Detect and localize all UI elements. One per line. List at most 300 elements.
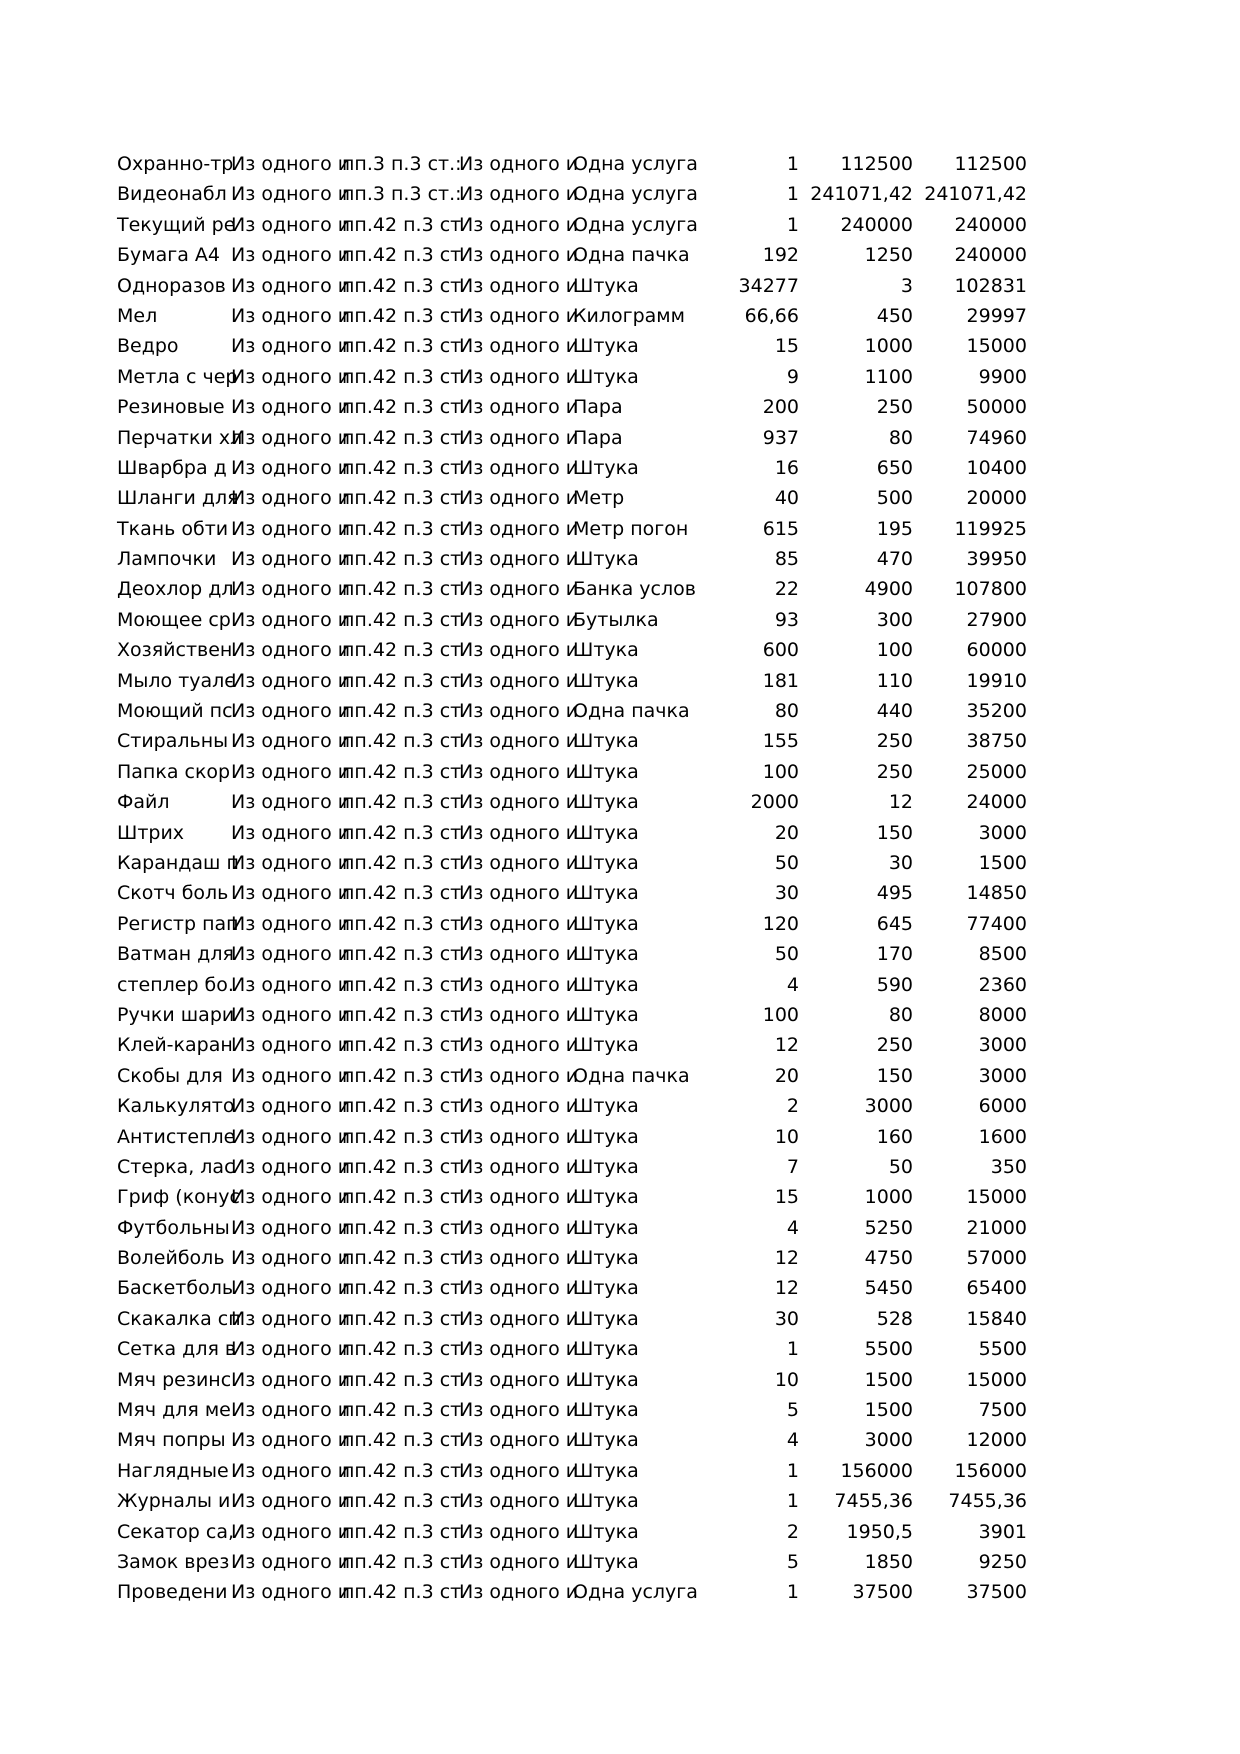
item-name-cell: Перчатки хл <box>117 426 243 449</box>
unit-cell: Штука <box>573 791 639 814</box>
unit-price-cell: 1500 <box>864 1368 913 1391</box>
unit-price-cell: 250 <box>876 396 913 419</box>
unit-price-cell: 4900 <box>864 578 913 601</box>
quantity-cell: 1 <box>786 213 799 236</box>
unit-cell: Штука <box>573 1399 639 1422</box>
source-cell: Из одного и <box>459 1247 579 1270</box>
unit-cell: Метр <box>573 487 625 510</box>
total-amount-cell: 7500 <box>978 1399 1027 1422</box>
legal-basis-cell: пп.42 п.3 ст <box>342 730 462 753</box>
quantity-cell: 200 <box>762 396 799 419</box>
procurement-method-cell: Из одного и <box>231 1307 351 1330</box>
unit-cell: Штука <box>573 1003 639 1026</box>
quantity-cell: 5 <box>786 1399 799 1422</box>
item-name-cell: Сетка для в <box>117 1338 237 1361</box>
procurement-method-cell: Из одного и <box>231 548 351 571</box>
table-row <box>117 878 1037 908</box>
unit-cell: Штука <box>573 851 639 874</box>
unit-price-cell: 1100 <box>864 365 913 388</box>
item-name-cell: Мяч резинс <box>117 1368 232 1391</box>
unit-price-cell: 5250 <box>864 1216 913 1239</box>
total-amount-cell: 112500 <box>954 153 1027 175</box>
table-row <box>117 453 1037 483</box>
source-cell: Из одного и <box>459 700 579 723</box>
quantity-cell: 12 <box>774 1034 799 1057</box>
procurement-method-cell: Из одного и <box>231 426 351 449</box>
legal-basis-cell: пп.42 п.3 ст <box>342 304 462 327</box>
source-cell: Из одного и <box>459 1338 579 1361</box>
table-row <box>117 1122 1037 1152</box>
unit-cell: Штука <box>573 1550 639 1573</box>
source-cell: Из одного и <box>459 1399 579 1422</box>
unit-cell: Штука <box>573 1307 639 1330</box>
unit-cell: Одна пачка <box>573 1064 690 1087</box>
table-row <box>117 544 1037 574</box>
unit-price-cell: 7455,36 <box>834 1490 913 1513</box>
source-cell: Из одного и <box>459 396 579 419</box>
quantity-cell: 22 <box>774 578 799 601</box>
item-name-cell: Видеонабл <box>117 183 227 206</box>
total-amount-cell: 50000 <box>966 396 1027 419</box>
unit-price-cell: 112500 <box>840 153 913 175</box>
source-cell: Из одного и <box>459 1216 579 1239</box>
procurement-method-cell: Из одного и <box>231 1581 351 1604</box>
item-name-cell: степлер бо. <box>117 973 234 996</box>
legal-basis-cell: пп.42 п.3 ст <box>342 791 462 814</box>
total-amount-cell: 15000 <box>966 1368 1027 1391</box>
item-name-cell: Баскетболь <box>117 1277 234 1300</box>
unit-cell: Штука <box>573 1520 639 1543</box>
quantity-cell: 1 <box>786 1338 799 1361</box>
unit-price-cell: 50 <box>888 1155 913 1178</box>
source-cell: Из одного и <box>459 517 579 540</box>
procurement-method-cell: Из одного и <box>231 1338 351 1361</box>
unit-cell: Штука <box>573 1125 639 1148</box>
unit-cell: Одна услуга <box>573 183 698 206</box>
item-name-cell: Шварбра д <box>117 456 227 479</box>
total-amount-cell: 29997 <box>966 304 1027 327</box>
unit-price-cell: 440 <box>876 700 913 723</box>
unit-price-cell: 30 <box>888 851 913 874</box>
procurement-method-cell: Из одного и <box>231 1429 351 1452</box>
procurement-method-cell: Из одного и <box>231 396 351 419</box>
total-amount-cell: 6000 <box>978 1095 1027 1118</box>
total-amount-cell: 38750 <box>966 730 1027 753</box>
total-amount-cell: 119925 <box>954 517 1027 540</box>
procurement-method-cell: Из одного и <box>231 244 351 267</box>
legal-basis-cell: пп.42 п.3 ст <box>342 1247 462 1270</box>
unit-price-cell: 1500 <box>864 1399 913 1422</box>
procurement-method-cell: Из одного и <box>231 1125 351 1148</box>
unit-cell: Одна пачка <box>573 244 690 267</box>
quantity-cell: 30 <box>774 882 799 905</box>
table-row <box>117 726 1037 756</box>
legal-basis-cell: пп.42 п.3 ст <box>342 1459 462 1482</box>
unit-cell: Бутылка <box>573 608 659 631</box>
unit-cell: Штука <box>573 639 639 662</box>
item-name-cell: Текущий ре <box>117 213 236 236</box>
procurement-method-cell: Из одного и <box>231 1399 351 1422</box>
total-amount-cell: 39950 <box>966 548 1027 571</box>
unit-cell: Штука <box>573 1429 639 1452</box>
total-amount-cell: 350 <box>990 1155 1027 1178</box>
item-name-cell: Проведени <box>117 1581 228 1604</box>
table-body <box>117 149 1037 1608</box>
source-cell: Из одного и <box>459 335 579 358</box>
table-row <box>117 483 1037 513</box>
legal-basis-cell: пп.42 п.3 ст <box>342 335 462 358</box>
unit-price-cell: 110 <box>876 669 913 692</box>
unit-cell: Штука <box>573 943 639 966</box>
item-name-cell: Мяч для ме <box>117 1399 231 1422</box>
source-cell: Из одного и <box>459 426 579 449</box>
quantity-cell: 40 <box>774 487 799 510</box>
item-name-cell: Волейболь <box>117 1247 225 1270</box>
table-row <box>117 1000 1037 1030</box>
unit-cell: Штука <box>573 882 639 905</box>
total-amount-cell: 24000 <box>966 791 1027 814</box>
unit-cell: Штука <box>573 973 639 996</box>
item-name-cell: Скотч боль <box>117 882 229 905</box>
unit-price-cell: 12 <box>888 791 913 814</box>
procurement-method-cell: Из одного и <box>231 669 351 692</box>
table-row <box>117 301 1037 331</box>
total-amount-cell: 3000 <box>978 1034 1027 1057</box>
unit-price-cell: 195 <box>876 517 913 540</box>
table-row <box>117 1243 1037 1273</box>
source-cell: Из одного и <box>459 1034 579 1057</box>
unit-price-cell: 3 <box>900 274 913 297</box>
total-amount-cell: 15000 <box>966 1186 1027 1209</box>
legal-basis-cell: пп.42 п.3 ст <box>342 669 462 692</box>
source-cell: Из одного и <box>459 244 579 267</box>
table-row <box>117 939 1037 969</box>
total-amount-cell: 107800 <box>954 578 1027 601</box>
legal-basis-cell: пп.42 п.3 ст <box>342 365 462 388</box>
quantity-cell: 120 <box>762 912 799 935</box>
unit-price-cell: 300 <box>876 608 913 631</box>
unit-price-cell: 160 <box>876 1125 913 1148</box>
item-name-cell: Ватман для <box>117 943 234 966</box>
table-row <box>117 1334 1037 1364</box>
quantity-cell: 34277 <box>738 274 799 297</box>
unit-price-cell: 80 <box>888 1003 913 1026</box>
source-cell: Из одного и <box>459 851 579 874</box>
quantity-cell: 600 <box>762 639 799 662</box>
unit-price-cell: 3000 <box>864 1095 913 1118</box>
item-name-cell: Ведро <box>117 335 179 358</box>
total-amount-cell: 14850 <box>966 882 1027 905</box>
quantity-cell: 15 <box>774 335 799 358</box>
quantity-cell: 1 <box>786 1490 799 1513</box>
legal-basis-cell: пп.42 п.3 ст <box>342 821 462 844</box>
procurement-method-cell: Из одного и <box>231 760 351 783</box>
table-row <box>117 970 1037 1000</box>
total-amount-cell: 25000 <box>966 760 1027 783</box>
table-row <box>117 1425 1037 1455</box>
item-name-cell: Метла с чер <box>117 365 238 388</box>
legal-basis-cell: пп.42 п.3 ст <box>342 1125 462 1148</box>
unit-price-cell: 528 <box>876 1307 913 1330</box>
legal-basis-cell: пп.42 п.3 ст <box>342 1034 462 1057</box>
source-cell: Из одного и <box>459 973 579 996</box>
legal-basis-cell: пп.42 п.3 ст <box>342 912 462 935</box>
legal-basis-cell: пп.42 п.3 ст <box>342 578 462 601</box>
unit-cell: Штука <box>573 1095 639 1118</box>
unit-price-cell: 1000 <box>864 1186 913 1209</box>
quantity-cell: 181 <box>762 669 799 692</box>
table-row <box>117 574 1037 604</box>
legal-basis-cell: пп.42 п.3 ст <box>342 274 462 297</box>
unit-price-cell: 470 <box>876 548 913 571</box>
procurement-method-cell: Из одного и <box>231 517 351 540</box>
unit-cell: Штука <box>573 456 639 479</box>
table-row <box>117 1091 1037 1121</box>
table-row <box>117 1365 1037 1395</box>
unit-cell: Одна услуга <box>573 153 698 175</box>
item-name-cell: Охранно-тр <box>117 153 234 175</box>
unit-cell: Штука <box>573 1277 639 1300</box>
legal-basis-cell: пп.42 п.3 ст <box>342 1095 462 1118</box>
total-amount-cell: 27900 <box>966 608 1027 631</box>
legal-basis-cell: пп.42 п.3 ст <box>342 213 462 236</box>
procurement-method-cell: Из одного и <box>231 1459 351 1482</box>
source-cell: Из одного и <box>459 1429 579 1452</box>
unit-price-cell: 1250 <box>864 244 913 267</box>
legal-basis-cell: пп.42 п.3 ст <box>342 517 462 540</box>
procurement-method-cell: Из одного и <box>231 153 351 175</box>
unit-price-cell: 1950,5 <box>846 1520 913 1543</box>
unit-cell: Одна услуга <box>573 213 698 236</box>
source-cell: Из одного и <box>459 760 579 783</box>
total-amount-cell: 20000 <box>966 487 1027 510</box>
unit-price-cell: 240000 <box>840 213 913 236</box>
source-cell: Из одного и <box>459 1003 579 1026</box>
unit-cell: Штука <box>573 760 639 783</box>
table-row <box>117 331 1037 361</box>
quantity-cell: 85 <box>774 548 799 571</box>
legal-basis-cell: пп.42 п.3 ст <box>342 1216 462 1239</box>
quantity-cell: 15 <box>774 1186 799 1209</box>
total-amount-cell: 35200 <box>966 700 1027 723</box>
unit-cell: Штука <box>573 1034 639 1057</box>
table-row <box>117 1152 1037 1182</box>
total-amount-cell: 37500 <box>966 1581 1027 1604</box>
item-name-cell: Гриф (конус <box>117 1186 240 1209</box>
procurement-method-cell: Из одного и <box>231 851 351 874</box>
quantity-cell: 50 <box>774 851 799 874</box>
quantity-cell: 100 <box>762 760 799 783</box>
unit-price-cell: 5500 <box>864 1338 913 1361</box>
unit-price-cell: 1850 <box>864 1550 913 1573</box>
quantity-cell: 155 <box>762 730 799 753</box>
unit-cell: Штука <box>573 335 639 358</box>
total-amount-cell: 9900 <box>978 365 1027 388</box>
source-cell: Из одного и <box>459 548 579 571</box>
table-row <box>117 1517 1037 1547</box>
procurement-method-cell: Из одного и <box>231 882 351 905</box>
unit-price-cell: 450 <box>876 304 913 327</box>
unit-cell: Штука <box>573 669 639 692</box>
table-row <box>117 1486 1037 1516</box>
source-cell: Из одного и <box>459 1277 579 1300</box>
source-cell: Из одного и <box>459 1459 579 1482</box>
table-row <box>117 848 1037 878</box>
item-name-cell: Папка скор <box>117 760 231 783</box>
source-cell: Из одного и <box>459 487 579 510</box>
table-row <box>117 271 1037 301</box>
source-cell: Из одного и <box>459 1520 579 1543</box>
unit-price-cell: 5450 <box>864 1277 913 1300</box>
unit-price-cell: 150 <box>876 1064 913 1087</box>
unit-cell: Штука <box>573 274 639 297</box>
item-name-cell: Скакалка сп <box>117 1307 241 1330</box>
total-amount-cell: 57000 <box>966 1247 1027 1270</box>
item-name-cell: Наглядные <box>117 1459 229 1482</box>
item-name-cell: Мяч попры <box>117 1429 226 1452</box>
quantity-cell: 1 <box>786 1581 799 1604</box>
unit-cell: Килограмм <box>573 304 685 327</box>
item-name-cell: Лампочки <box>117 548 217 571</box>
source-cell: Из одного и <box>459 456 579 479</box>
procurement-method-cell: Из одного и <box>231 456 351 479</box>
table-row <box>117 514 1037 544</box>
source-cell: Из одного и <box>459 943 579 966</box>
procurement-method-cell: Из одного и <box>231 912 351 935</box>
quantity-cell: 20 <box>774 1064 799 1087</box>
unit-cell: Одна услуга <box>573 1581 698 1604</box>
item-name-cell: Резиновые <box>117 396 225 419</box>
item-name-cell: Бумага А4 <box>117 244 221 267</box>
table-row <box>117 1304 1037 1334</box>
table-row <box>117 240 1037 270</box>
legal-basis-cell: пп.42 п.3 ст <box>342 882 462 905</box>
item-name-cell: Калькулято <box>117 1095 235 1118</box>
total-amount-cell: 15840 <box>966 1307 1027 1330</box>
total-amount-cell: 65400 <box>966 1277 1027 1300</box>
item-name-cell: Секатор са, <box>117 1520 234 1543</box>
item-name-cell: Карандаш п <box>117 851 239 874</box>
table-row <box>117 1395 1037 1425</box>
total-amount-cell: 8000 <box>978 1003 1027 1026</box>
quantity-cell: 4 <box>786 973 799 996</box>
procurement-method-cell: Из одного и <box>231 608 351 631</box>
unit-cell: Штука <box>573 365 639 388</box>
source-cell: Из одного и <box>459 639 579 662</box>
legal-basis-cell: пп.42 п.3 ст <box>342 608 462 631</box>
total-amount-cell: 3000 <box>978 821 1027 844</box>
quantity-cell: 80 <box>774 700 799 723</box>
procurement-method-cell: Из одного и <box>231 1277 351 1300</box>
item-name-cell: Скобы для <box>117 1064 223 1087</box>
quantity-cell: 66,66 <box>744 304 799 327</box>
table-row <box>117 362 1037 392</box>
source-cell: Из одного и <box>459 608 579 631</box>
unit-price-cell: 250 <box>876 760 913 783</box>
source-cell: Из одного и <box>459 1095 579 1118</box>
unit-price-cell: 170 <box>876 943 913 966</box>
source-cell: Из одного и <box>459 274 579 297</box>
total-amount-cell: 2360 <box>978 973 1027 996</box>
procurement-method-cell: Из одного и <box>231 639 351 662</box>
unit-price-cell: 156000 <box>840 1459 913 1482</box>
item-name-cell: Стиральны <box>117 730 229 753</box>
item-name-cell: Мыло туалє <box>117 669 235 692</box>
legal-basis-cell: пп.42 п.3 ст <box>342 851 462 874</box>
procurement-method-cell: Из одного и <box>231 1064 351 1087</box>
table-row <box>117 1030 1037 1060</box>
legal-basis-cell: пп.3 п.3 ст.: <box>342 183 462 206</box>
item-name-cell: Шланги для <box>117 487 239 510</box>
item-name-cell: Деохлор дл <box>117 578 234 601</box>
quantity-cell: 2 <box>786 1520 799 1543</box>
total-amount-cell: 15000 <box>966 335 1027 358</box>
source-cell: Из одного и <box>459 1125 579 1148</box>
table-row <box>117 179 1037 209</box>
procurement-method-cell: Из одного и <box>231 578 351 601</box>
table-row <box>117 1061 1037 1091</box>
quantity-cell: 50 <box>774 943 799 966</box>
unit-cell: Штука <box>573 1490 639 1513</box>
source-cell: Из одного и <box>459 1490 579 1513</box>
quantity-cell: 10 <box>774 1368 799 1391</box>
legal-basis-cell: пп.42 п.3 ст <box>342 1490 462 1513</box>
total-amount-cell: 12000 <box>966 1429 1027 1452</box>
procurement-method-cell: Из одного и <box>231 1034 351 1057</box>
quantity-cell: 615 <box>762 517 799 540</box>
source-cell: Из одного и <box>459 1368 579 1391</box>
unit-cell: Штука <box>573 1216 639 1239</box>
quantity-cell: 1 <box>786 1459 799 1482</box>
legal-basis-cell: пп.42 п.3 ст <box>342 244 462 267</box>
quantity-cell: 20 <box>774 821 799 844</box>
unit-price-cell: 650 <box>876 456 913 479</box>
item-name-cell: Ручки шари <box>117 1003 235 1026</box>
total-amount-cell: 1500 <box>978 851 1027 874</box>
source-cell: Из одного и <box>459 1064 579 1087</box>
table-row <box>117 392 1037 422</box>
total-amount-cell: 77400 <box>966 912 1027 935</box>
procurement-method-cell: Из одного и <box>231 973 351 996</box>
quantity-cell: 16 <box>774 456 799 479</box>
unit-cell: Штука <box>573 1247 639 1270</box>
quantity-cell: 4 <box>786 1216 799 1239</box>
unit-cell: Пара <box>573 396 623 419</box>
table-row <box>117 423 1037 453</box>
table-row <box>117 1547 1037 1577</box>
unit-cell: Пара <box>573 426 623 449</box>
legal-basis-cell: пп.42 п.3 ст <box>342 1581 462 1604</box>
legal-basis-cell: пп.42 п.3 ст <box>342 1399 462 1422</box>
procurement-method-cell: Из одного и <box>231 1003 351 1026</box>
item-name-cell: Антистепле <box>117 1125 236 1148</box>
procurement-method-cell: Из одного и <box>231 821 351 844</box>
unit-cell: Одна пачка <box>573 700 690 723</box>
quantity-cell: 1 <box>786 153 799 175</box>
quantity-cell: 12 <box>774 1277 799 1300</box>
total-amount-cell: 9250 <box>978 1550 1027 1573</box>
legal-basis-cell: пп.42 п.3 ст <box>342 1186 462 1209</box>
quantity-cell: 93 <box>774 608 799 631</box>
procurement-method-cell: Из одного и <box>231 1155 351 1178</box>
procurement-method-cell: Из одного и <box>231 304 351 327</box>
unit-price-cell: 80 <box>888 426 913 449</box>
source-cell: Из одного и <box>459 912 579 935</box>
table-row <box>117 1456 1037 1486</box>
unit-cell: Штука <box>573 1368 639 1391</box>
total-amount-cell: 7455,36 <box>948 1490 1027 1513</box>
item-name-cell: Одноразов <box>117 274 226 297</box>
